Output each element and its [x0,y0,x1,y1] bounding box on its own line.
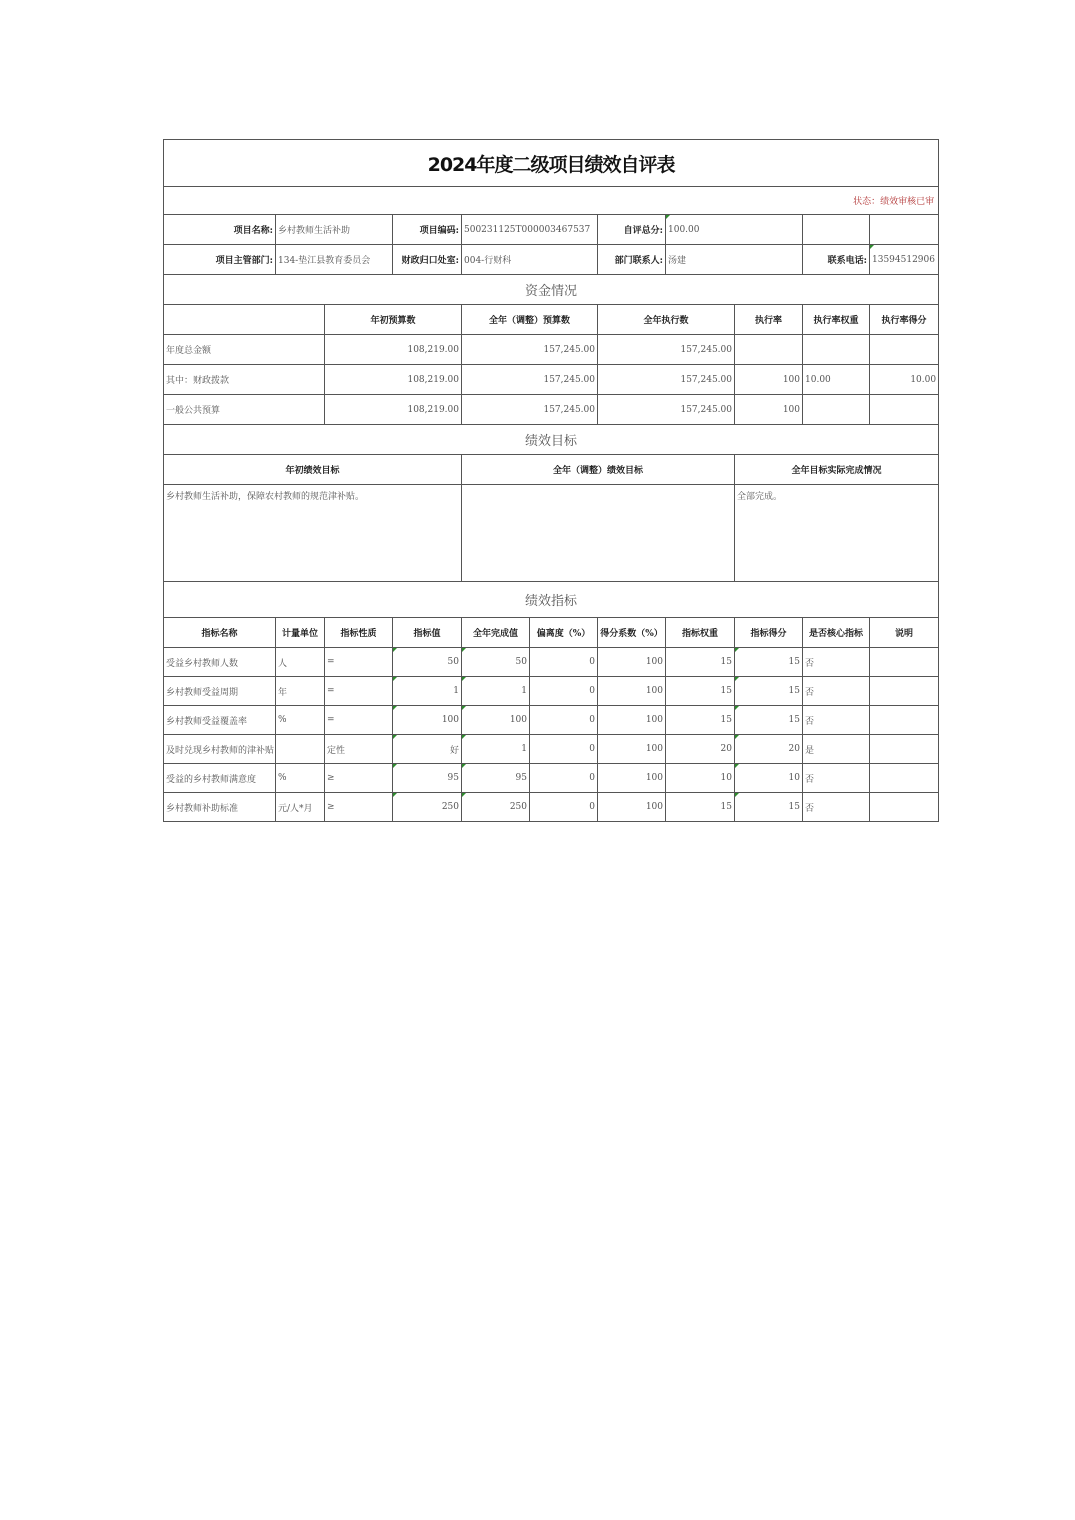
ind-name: 及时兑现乡村教师的津补贴 [164,735,276,764]
goals-section-title: 绩效目标 [164,425,939,455]
ind-score: 15 [735,706,803,735]
indicator-row [164,648,939,677]
ind-deviation: 0 [530,677,598,706]
ind-name: 乡村教师受益周期 [164,677,276,706]
phone: 13594512906 [870,245,939,275]
funds-header-blank [164,305,325,335]
ind-name: 受益乡村教师人数 [164,648,276,677]
ind-coefficient: 100 [598,677,666,706]
ind-nature: ≥ [325,793,393,822]
ind-note [870,735,939,764]
ind-weight: 15 [666,706,735,735]
funds-header-executed: 全年执行数 [598,305,735,335]
ind-weight: 15 [666,648,735,677]
funds-score [870,335,939,365]
indicator-row [164,764,939,793]
contact-label: 部门联系人: [598,245,666,275]
ind-coefficient: 100 [598,793,666,822]
indicator-row [164,706,939,735]
ind-deviation: 0 [530,735,598,764]
ind-target: 95 [393,764,462,793]
performance-sheet [163,139,938,822]
ind-name: 乡村教师受益覆盖率 [164,706,276,735]
ind-unit: % [276,706,325,735]
ind-target: 50 [393,648,462,677]
ind-done: 50 [462,648,530,677]
funds-executed: 157,245.00 [598,335,735,365]
ind-core: 否 [803,706,870,735]
goals-adjusted [462,485,735,582]
ind-deviation: 0 [530,648,598,677]
ind-note [870,764,939,793]
ind-header-unit: 计量单位 [276,618,325,648]
ind-weight: 15 [666,793,735,822]
ind-header-weight: 指标权重 [666,618,735,648]
ind-weight: 10 [666,764,735,793]
funds-score: 10.00 [870,365,939,395]
ind-core: 否 [803,677,870,706]
self-score: 100.00 [666,215,803,245]
funds-header-score: 执行率得分 [870,305,939,335]
project-name: 乡村教师生活补助 [276,215,393,245]
ind-done: 95 [462,764,530,793]
ind-note [870,677,939,706]
ind-core: 否 [803,793,870,822]
funds-header-rate: 执行率 [735,305,803,335]
ind-core: 否 [803,648,870,677]
ind-nature: = [325,648,393,677]
goals-header-initial: 年初绩效目标 [164,455,462,485]
indicator-row [164,793,939,822]
ind-weight: 20 [666,735,735,764]
ind-nature: 定性 [325,735,393,764]
ind-score: 15 [735,793,803,822]
ind-header-score: 指标得分 [735,618,803,648]
status-text: 状态：绩效审核已审 [164,187,939,215]
ind-core: 否 [803,764,870,793]
funds-row [164,365,939,395]
self-score-label: 自评总分: [598,215,666,245]
funds-adjusted: 157,245.00 [462,365,598,395]
ind-coefficient: 100 [598,764,666,793]
ind-target: 250 [393,793,462,822]
funds-header-adjusted: 全年（调整）预算数 [462,305,598,335]
funds-initial: 108,219.00 [325,395,462,425]
ind-done: 1 [462,735,530,764]
ind-weight: 15 [666,677,735,706]
funds-header-weight: 执行率权重 [803,305,870,335]
ind-note [870,706,939,735]
ind-unit: 年 [276,677,325,706]
contact-person: 汤建 [666,245,803,275]
ind-note [870,793,939,822]
ind-name: 乡村教师补助标准 [164,793,276,822]
ind-name: 受益的乡村教师满意度 [164,764,276,793]
goals-actual: 全部完成。 [735,485,939,582]
ind-header-deviation: 偏离度（%） [530,618,598,648]
ind-header-name: 指标名称 [164,618,276,648]
funds-rate [735,335,803,365]
funds-score [870,395,939,425]
funds-section-title: 资金情况 [164,275,939,305]
ind-unit [276,735,325,764]
ind-deviation: 0 [530,793,598,822]
funds-row-name: 一般公共预算 [164,395,325,425]
indicator-row [164,677,939,706]
ind-done: 1 [462,677,530,706]
funds-rate: 100 [735,365,803,395]
ind-deviation: 0 [530,764,598,793]
ind-unit: % [276,764,325,793]
ind-coefficient: 100 [598,648,666,677]
dept: 134-垫江县教育委员会 [276,245,393,275]
ind-done: 250 [462,793,530,822]
project-code-label: 项目编码: [393,215,462,245]
ind-coefficient: 100 [598,706,666,735]
funds-rate: 100 [735,395,803,425]
ind-core: 是 [803,735,870,764]
ind-header-note: 说明 [870,618,939,648]
indicators-section-title: 绩效指标 [164,582,939,618]
ind-note [870,648,939,677]
funds-executed: 157,245.00 [598,365,735,395]
ind-header-nature: 指标性质 [325,618,393,648]
ind-header-done: 全年完成值 [462,618,530,648]
ind-nature: = [325,677,393,706]
funds-adjusted: 157,245.00 [462,335,598,365]
funds-row [164,335,939,365]
empty-cell [870,215,939,245]
phone-label: 联系电话: [803,245,870,275]
funds-row [164,395,939,425]
page-title: 2024年度二级项目绩效自评表 [164,140,939,187]
goals-header-adjusted: 全年（调整）绩效目标 [462,455,735,485]
ind-unit: 人 [276,648,325,677]
ind-score: 15 [735,677,803,706]
ind-unit: 元/人*月 [276,793,325,822]
indicator-row [164,735,939,764]
dept-label: 项目主管部门: [164,245,276,275]
ind-target: 1 [393,677,462,706]
empty-cell [803,215,870,245]
finance-label: 财政归口处室: [393,245,462,275]
ind-score: 20 [735,735,803,764]
ind-deviation: 0 [530,706,598,735]
ind-header-core: 是否核心指标 [803,618,870,648]
funds-initial: 108,219.00 [325,365,462,395]
funds-weight [803,395,870,425]
funds-header-initial: 年初预算数 [325,305,462,335]
finance-office: 004-行财科 [462,245,598,275]
funds-weight: 10.00 [803,365,870,395]
ind-score: 15 [735,648,803,677]
funds-adjusted: 157,245.00 [462,395,598,425]
self-evaluation-table [163,139,939,822]
ind-target: 100 [393,706,462,735]
goals-header-actual: 全年目标实际完成情况 [735,455,939,485]
ind-target: 好 [393,735,462,764]
funds-weight [803,335,870,365]
funds-initial: 108,219.00 [325,335,462,365]
ind-nature: ≥ [325,764,393,793]
goals-initial: 乡村教师生活补助，保障农村教师的规范津补贴。 [164,485,462,582]
funds-row-name: 其中：财政拨款 [164,365,325,395]
funds-executed: 157,245.00 [598,395,735,425]
ind-done: 100 [462,706,530,735]
ind-header-coefficient: 得分系数（%） [598,618,666,648]
ind-header-target: 指标值 [393,618,462,648]
ind-nature: = [325,706,393,735]
project-code: 500231125T000003467537 [462,215,598,245]
funds-row-name: 年度总金额 [164,335,325,365]
project-name-label: 项目名称: [164,215,276,245]
ind-coefficient: 100 [598,735,666,764]
ind-score: 10 [735,764,803,793]
